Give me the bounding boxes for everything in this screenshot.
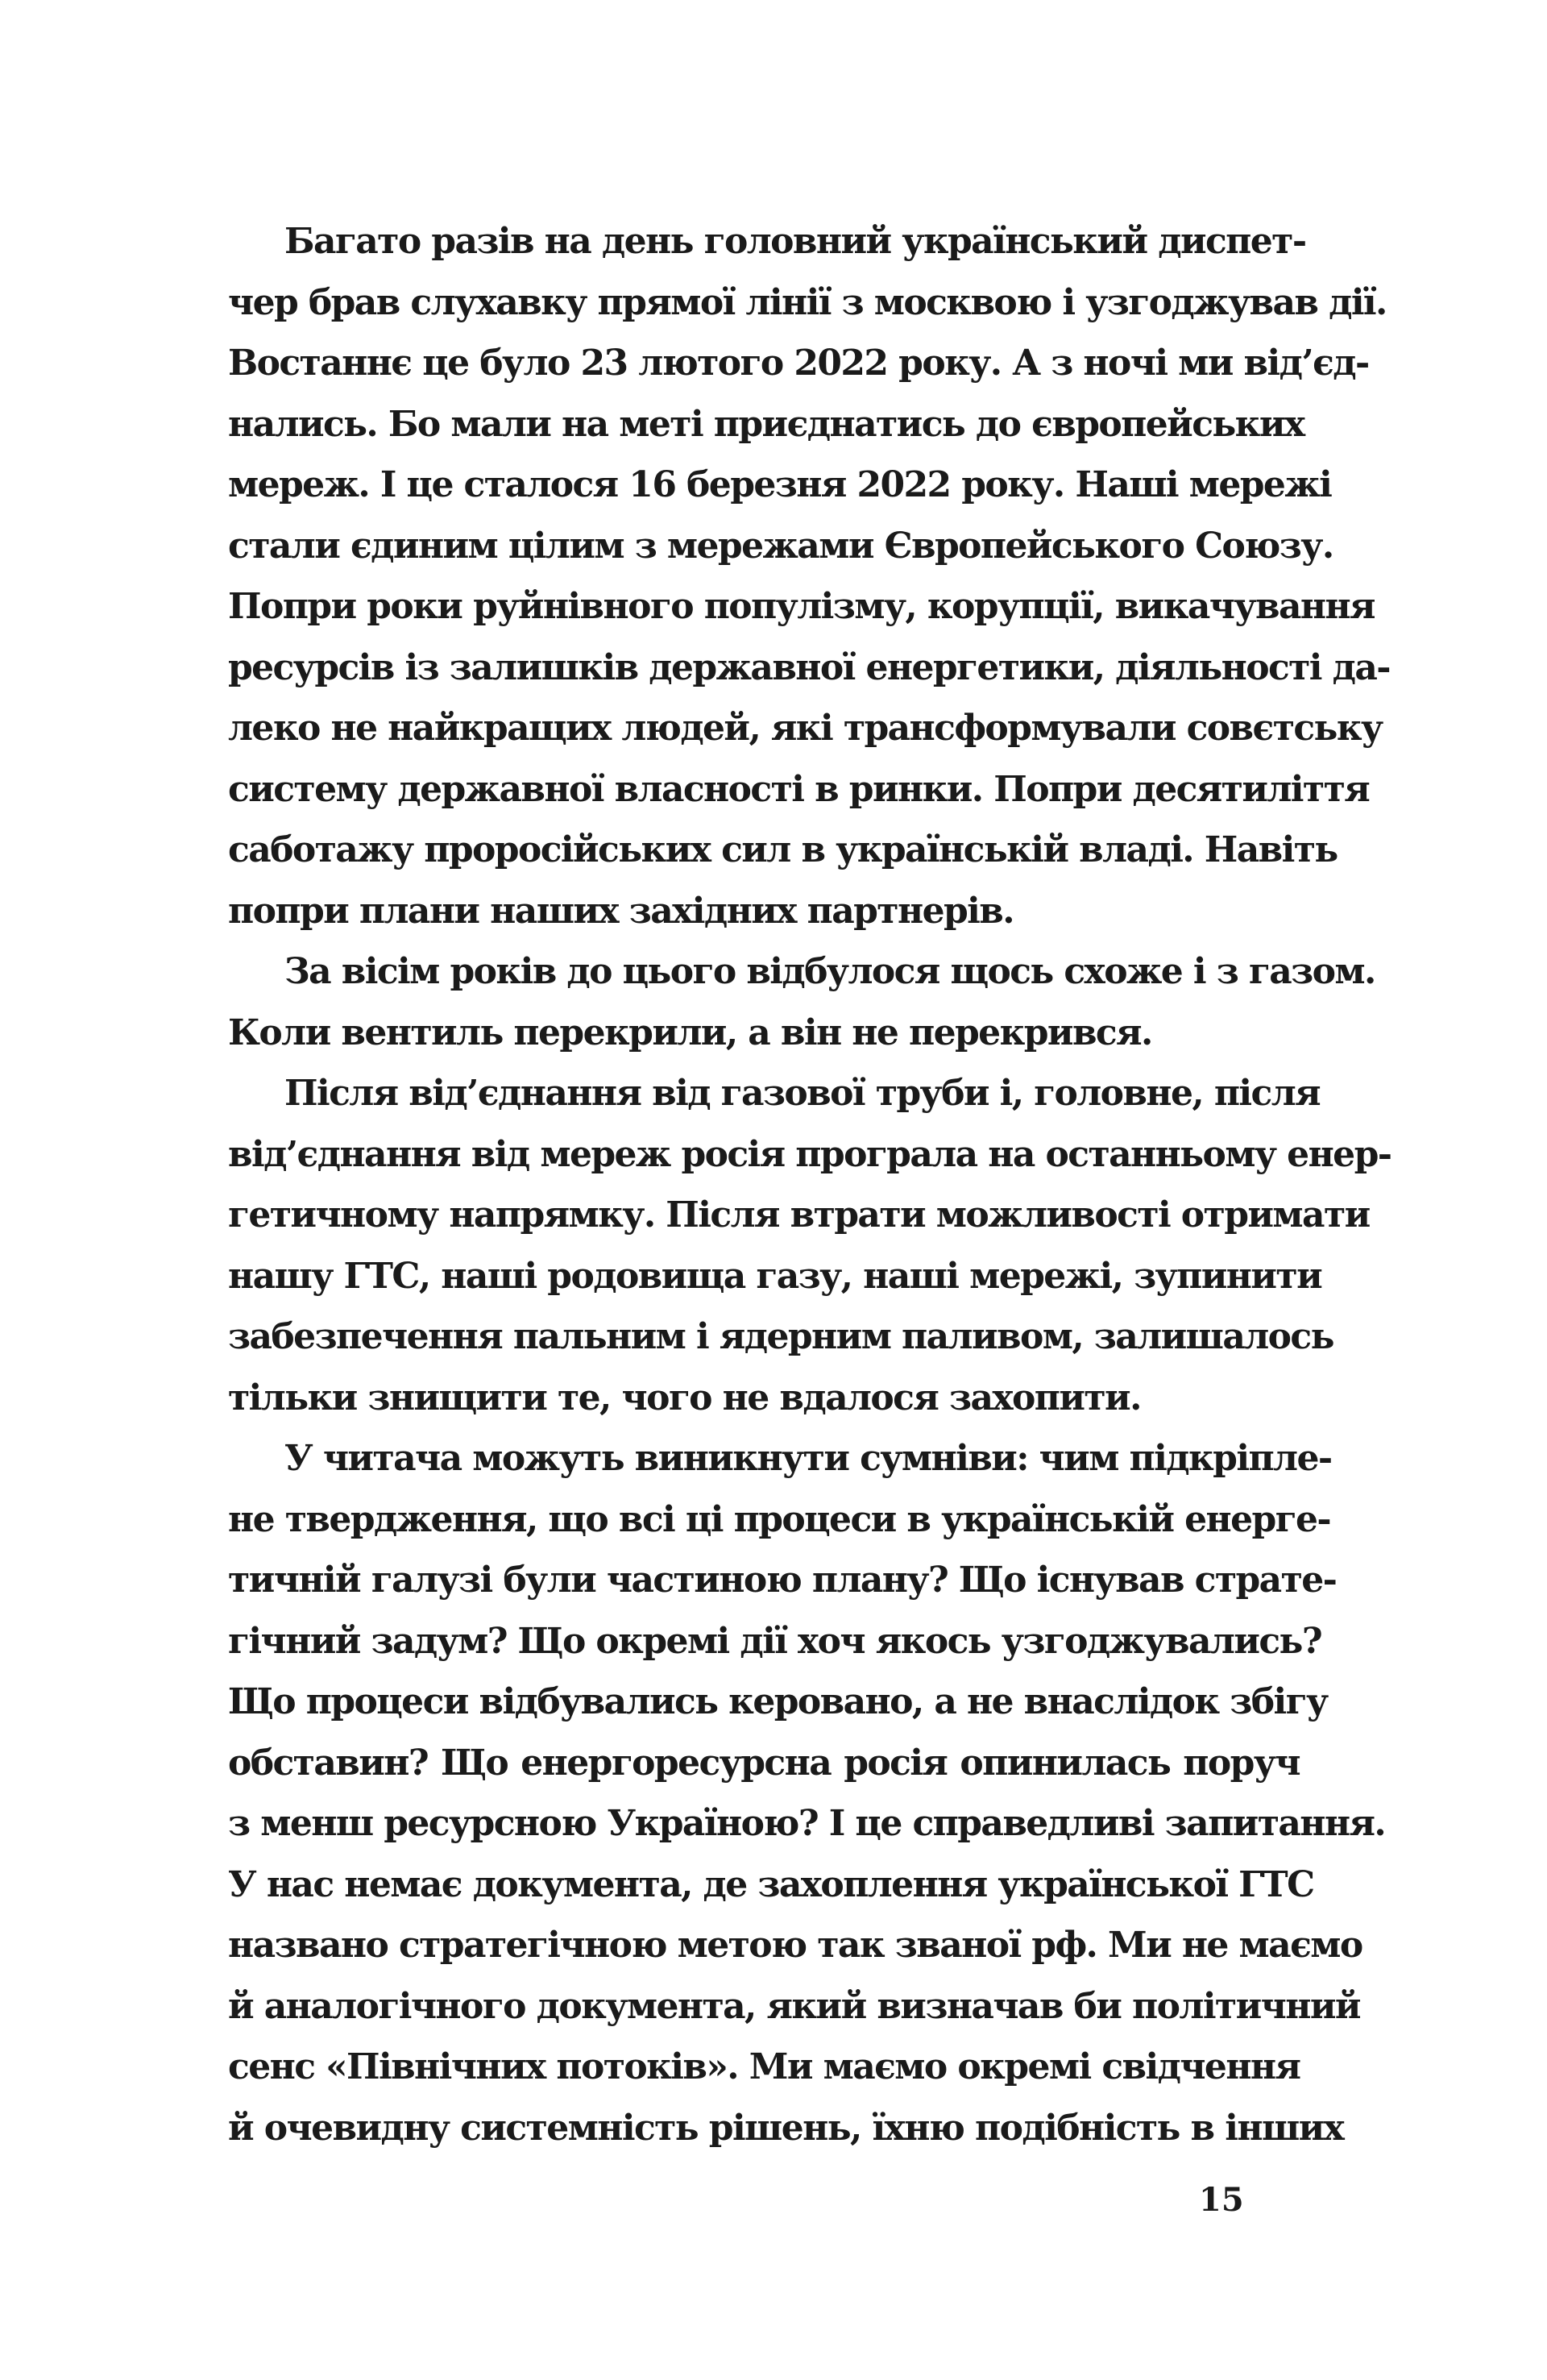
text-line: й аналогічного документа, який визначав би політичний xyxy=(228,1985,1360,2027)
text-line: Після від’єднання від газової труби і, головне, після xyxy=(284,1073,1321,1114)
text-line: названо стратегічною метою так званої рф. Ми не маємо xyxy=(228,1925,1362,1966)
text-line: забезпечення пальним і ядерним паливом, залишалось xyxy=(228,1316,1333,1357)
text-line: Коли вентиль перекрили, а він не перекрився. xyxy=(228,1011,1152,1053)
text-line: тичній галузі були частиною плану? Що існував страте- xyxy=(228,1560,1337,1601)
text-line: нашу ГТС, наші родовища газу, наші мережі, зупинити xyxy=(228,1255,1322,1297)
text-line: від’єднання від мереж росія програла на останньому енер- xyxy=(228,1133,1391,1175)
body-text xyxy=(228,211,1391,2158)
text-line: мереж. І це сталося 16 березня 2022 року. Наші мережі xyxy=(228,464,1332,505)
text-line: У нас немає документа, де захоплення української ГТС xyxy=(228,1863,1314,1905)
text-line: У читача можуть виникнути сумніви: чим підкріпле- xyxy=(284,1438,1332,1479)
page-number: 15 xyxy=(1199,2181,1244,2219)
text-line: Попри роки руйнівного популізму, корупції, викачування xyxy=(228,586,1375,627)
text-line: Багато разів на день головний український диспет- xyxy=(284,221,1306,262)
text-line: За вісім років до цього відбулося щось схоже і з газом. xyxy=(284,951,1375,992)
text-line: гічний задум? Що окремі дії хоч якось узгоджувались? xyxy=(228,1620,1322,1662)
text-line: стали єдиним цілим з мережами Європейського Союзу. xyxy=(228,525,1333,567)
text-line: тільки знищити те, чого не вдалося захопити. xyxy=(228,1377,1141,1418)
text-line: чер брав слухавку прямої лінії з москвою і узгоджував дії. xyxy=(228,281,1387,323)
text-line: гетичному напрямку. Після втрати можливості отримати xyxy=(228,1194,1370,1236)
text-line: саботажу проросійських сил в українській владі. Навіть xyxy=(228,829,1338,870)
text-line: й очевидну системність рішень, їхню подібність в інших xyxy=(228,2107,1344,2149)
text-line: систему державної власності в ринки. Попри десятиліття xyxy=(228,768,1370,810)
text-line: сенс «Північних потоків». Ми маємо окремі свідчення xyxy=(228,2046,1300,2087)
text-line: леко не найкращих людей, які трансформували совєтську xyxy=(228,708,1383,749)
text-line: нались. Бо мали на меті приєднатись до європейських xyxy=(228,403,1304,445)
text-line: попри плани наших західних партнерів. xyxy=(228,890,1014,932)
text-line: Востаннє це було 23 лютого 2022 року. А з ночі ми від’єд- xyxy=(228,343,1369,384)
text-line: ресурсів із залишків державної енергетики, діяльності да- xyxy=(228,646,1390,688)
text-line: з менш ресурсною Україною? І це справедливі запитання. xyxy=(228,1803,1386,1844)
text-line: Що процеси відбувались керовано, а не внаслідок збігу xyxy=(228,1681,1328,1722)
text-line: обставин? Що енергоресурсна росія опинилась поруч xyxy=(228,1742,1300,1784)
text-line: не твердження, що всі ці процеси в українській енерге- xyxy=(228,1498,1331,1540)
